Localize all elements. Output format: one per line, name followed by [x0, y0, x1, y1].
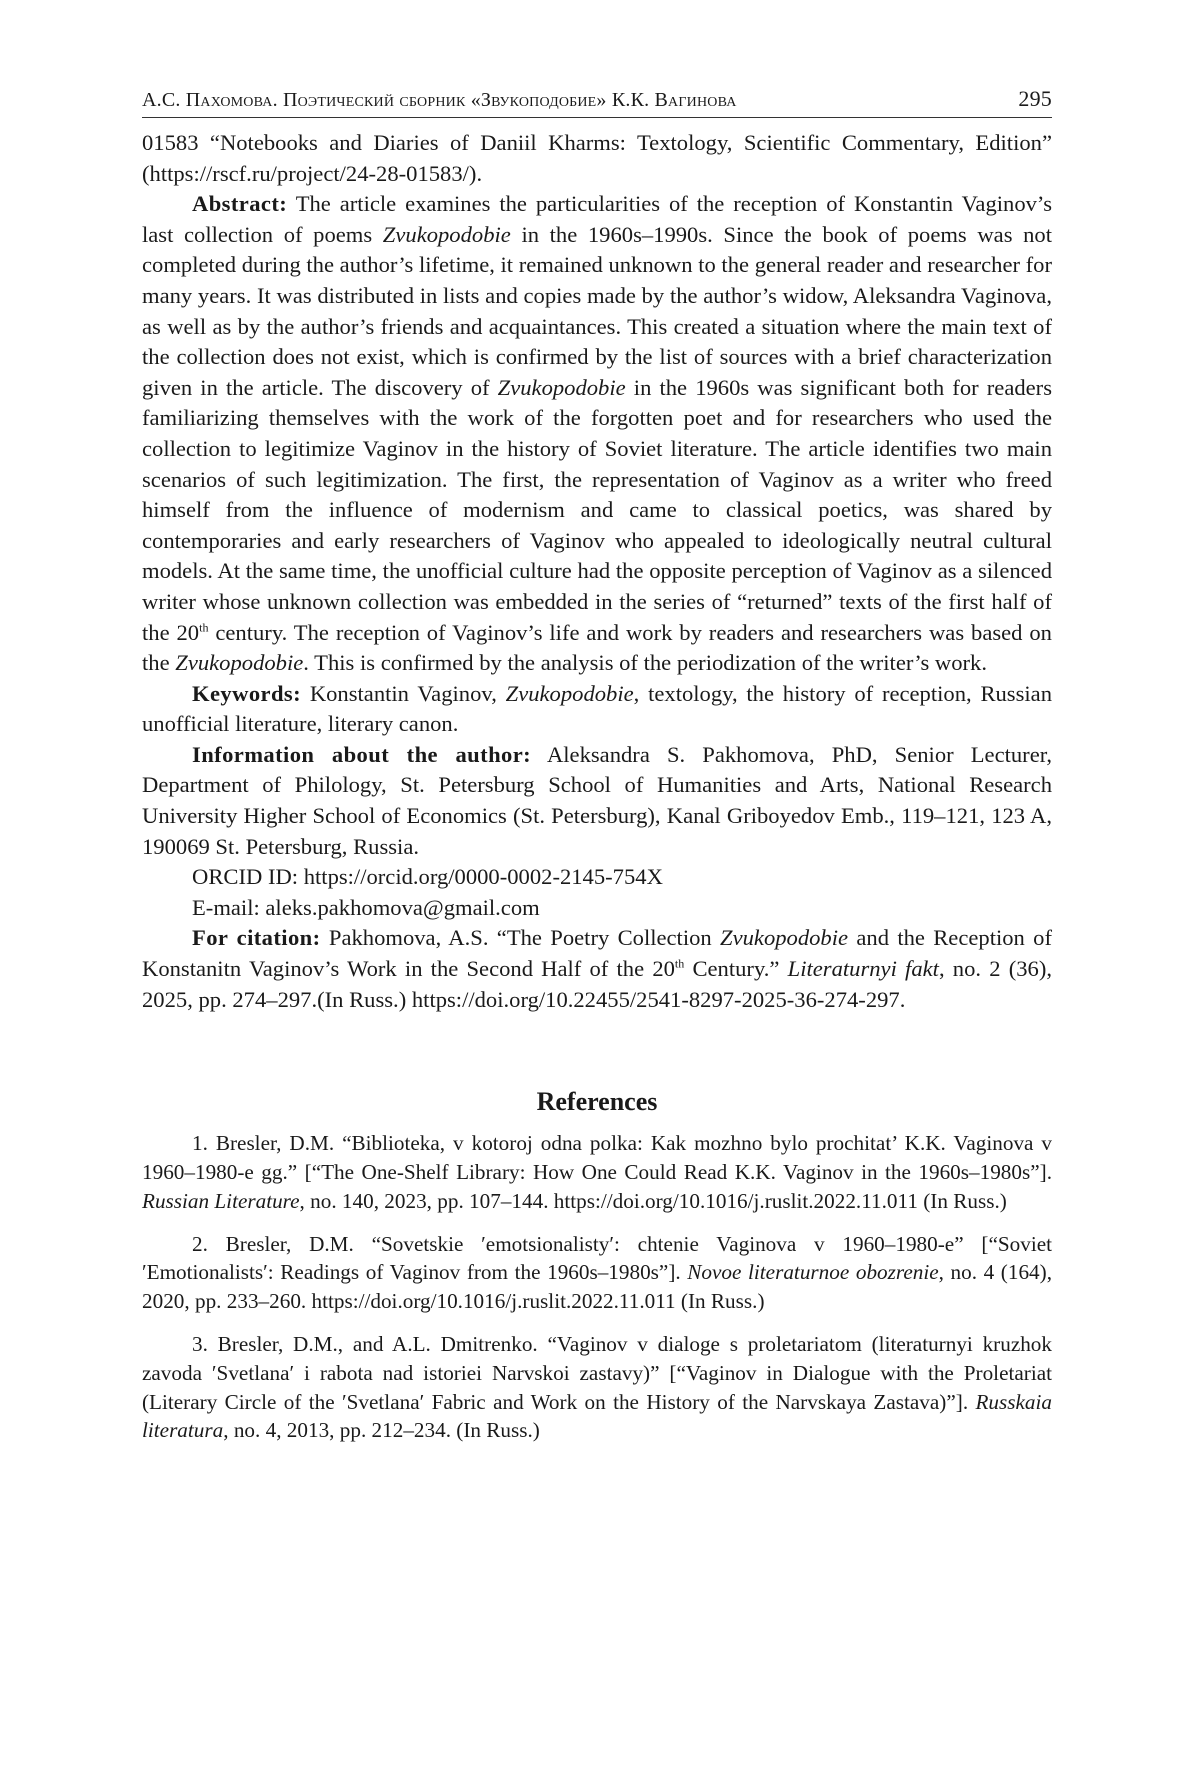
collection-title: Zvukopodobie [720, 925, 849, 951]
running-title: А.С. Пахомова. Поэтический сборник «Звукоподобие» К.К. Вагинова [142, 89, 737, 111]
reference-text: 3. Bresler, D.M., and A.L. Dmitrenko. “Vaginov v dialoge s proletariatom (literaturnyi kruzhok zavoda ʹSvetlanaʹ i rabota nad istoriei Narvskoi zastavy)” [“Vaginov in Dialogue with the Proletariat (Literary Circle of the ʹSvetlanaʹ Fabric and Work on the History of the Narvskaya Zastava)”]. [142, 1332, 1052, 1414]
abstract-text: The article examines the particularities of the reception of Konstantin Vaginov’s last collection of poems [142, 191, 1052, 247]
journal-title: Novoe literaturnoe obozrenie [687, 1260, 939, 1285]
grant-continuation: 01583 “Notebooks and Diaries of Daniil Kharms: Textology, Scientific Commentary, Edition” (https://rscf.ru/project/24-28-01583/). [142, 130, 1052, 186]
reference-item [142, 1129, 1052, 1215]
superscript: th [674, 956, 685, 971]
journal-title: Russkaia literatura [142, 1389, 1052, 1443]
reference-text: , no. 4, 2013, pp. 212–234. (In Russ.) [223, 1418, 540, 1443]
keywords-paragraph [142, 679, 1052, 740]
collection-title: Zvukopodobie [175, 650, 304, 676]
reference-text: , no. 4 (164), 2020, pp. 233–260. https://doi.org/10.1016/j.ruslit.2022.11.011 (In Russ.) [142, 1260, 1052, 1314]
collection-title: Zvukopodobie [382, 221, 511, 247]
page-number: 295 [1018, 86, 1052, 111]
reference-text: 2. Bresler, D.M. “Sovetskie ʹemotsionalistyʹ: chtenie Vaginova v 1960–1980-e” [“Soviet ʹEmotionalistsʹ: Readings of Vaginov from the 1960s–1980s”]. [142, 1231, 1052, 1285]
reference-text: 1. Bresler, D.M. “Biblioteka, v kotoroj odna polka: Kak mozhno bylo prochitat’ K.K. Vaginova v 1960–1980-e gg.” [“The One-Shelf Library: How One Could Read K.K. Vaginov in the 1960s–1980s”]. [142, 1131, 1052, 1185]
abstract-label: Abstract: [192, 191, 288, 217]
journal-title: Literaturnyi fakt [787, 956, 939, 982]
journal-title: Russian Literature [142, 1188, 300, 1213]
citation-label: For citation: [192, 925, 321, 951]
citation-paragraph [142, 923, 1052, 1015]
keywords-text: , textology, the history of reception, Russian unofficial literature, literary canon. [142, 680, 1052, 737]
keywords-label: Keywords: [192, 680, 302, 706]
abstract-paragraph [142, 189, 1052, 679]
collection-title: Zvukopodobie [497, 374, 626, 400]
references-heading: References [536, 1087, 658, 1117]
abstract-text: . This is confirmed by the analysis of the periodization of the writer’s work. [303, 650, 988, 676]
abstract-text: in the 1960s was significant both for readers familiarizing themselves with the work of the forgotten poet and for researchers who used the collection to legitimize Vaginov in the history of Soviet literature. The article identifies two main scenarios of such legitimization. The first, the representation of Vaginov as a writer who freed himself from the influence of modernism and came to classical poetics, was shared by contemporaries and early researchers of Vaginov who appealed to ideologically neutral cultural models. At the same time, the unofficial culture had the opposite perception of Vaginov as a silenced writer whose unknown collection was embedded in the series of “returned” texts of the first half of the 20 [142, 374, 1052, 645]
email-line: E-mail: aleks.pakhomova@gmail.com [192, 894, 540, 920]
keywords-text: Konstantin Vaginov, [301, 680, 506, 706]
author-info-paragraph [142, 740, 1052, 862]
running-header [142, 86, 1052, 118]
citation-text: and the Reception of Konstanitn Vaginov’s Work in the Second Half of the 20 [142, 925, 1052, 982]
references-list [142, 1129, 1052, 1445]
abstract-text: in the 1960s–1990s. Since the book of poems was not completed during the author’s lifetime, it remained unknown to the general reader and researcher for many years. It was distributed in lists and copies made by the author’s widow, Aleksandra Vaginova, as well as by the author’s friends and acquaintances. This created a situation where the main text of the collection does not exist, which is confirmed by the list of sources with a brief characterization given in the article. The discovery of [142, 221, 1052, 400]
abstract-text: century. The reception of Vaginov’s life and work by readers and researchers was based on the [142, 619, 1052, 676]
citation-text: Century.” [684, 956, 788, 982]
article-body [142, 128, 1052, 1015]
orcid-line: ORCID ID: https://orcid.org/0000-0002-2145-754X [192, 864, 663, 890]
collection-title: Zvukopodobie [505, 680, 634, 706]
paper-page [142, 86, 1052, 1459]
reference-item [142, 1230, 1052, 1316]
reference-item [142, 1330, 1052, 1445]
reference-text: , no. 140, 2023, pp. 107–144. https://doi.org/10.1016/j.ruslit.2022.11.011 (In Russ.) [299, 1188, 1007, 1213]
author-info-text: Aleksandra S. Pakhomova, PhD, Senior Lecturer, Department of Philology, St. Petersburg School of Humanities and Arts, National Research University Higher School of Economics (St. Petersburg), Kanal Griboyedov Emb., 119–121, 123 A, 190069 St. Petersburg, Russia. [142, 741, 1053, 859]
superscript: th [199, 619, 209, 634]
citation-text: , no. 2 (36), 2025, pp. 274–297.(In Russ.) https://doi.org/10.22455/2541-8297-2025-36-274-297. [142, 956, 1052, 1012]
citation-text: Pakhomova, A.S. “The Poetry Collection [320, 925, 721, 951]
author-info-label: Information about the author: [192, 741, 532, 767]
